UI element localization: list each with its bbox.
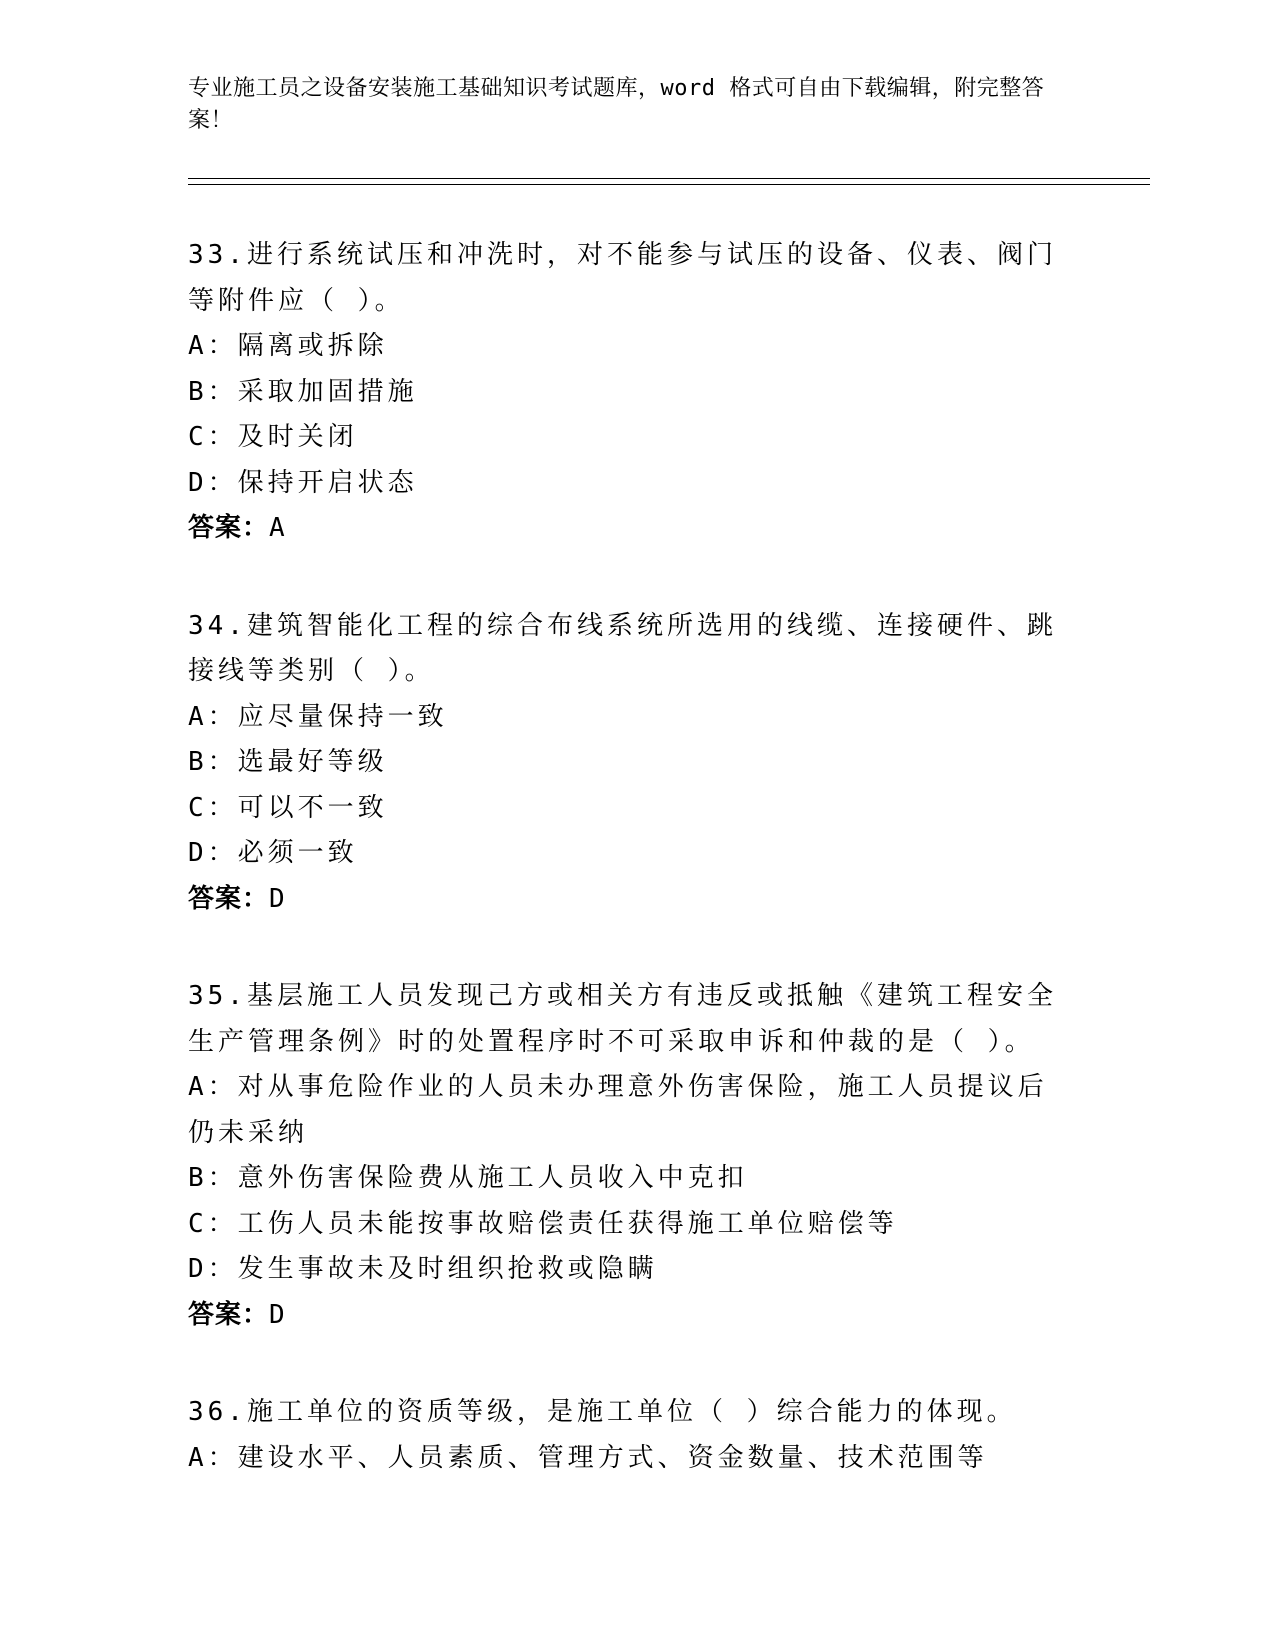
option-c: C：可以不一致 [188, 792, 388, 823]
question-34 [188, 604, 1068, 923]
option-d: D：发生事故未及时组织抢救或隐瞒 [188, 1254, 658, 1284]
option-b: B：采取加固措施 [188, 376, 418, 407]
answer-line [188, 1293, 1068, 1339]
option-d: D：必须一致 [188, 838, 358, 868]
answer-line [188, 506, 1068, 552]
question-list [188, 233, 1068, 1533]
answer-value: D [269, 883, 286, 914]
answer-label: 答案： [188, 1299, 270, 1330]
option-a: A：应尽量保持一致 [188, 701, 448, 732]
option-a: A：对从事危险作业的人员未办理意外伤害保险，施工人员提议后仍未采纳 [188, 1072, 1048, 1148]
option-d: D：保持开启状态 [188, 467, 418, 498]
option-a: A：建设水平、人员素质、管理方式、资金数量、技术范围等 [188, 1442, 988, 1473]
option-b: B：选最好等级 [188, 747, 388, 777]
question-stem: 35.基层施工人员发现己方或相关方有违反或抵触《建筑工程安全生产管理条例》时的处置程序时不可采取申诉和仲裁的是（ ）。 [188, 981, 1057, 1057]
question-33 [188, 233, 1068, 552]
answer-value: A [269, 513, 286, 543]
header-divider-top [188, 178, 1150, 179]
answer-value: D [269, 1299, 286, 1330]
answer-label: 答案： [188, 883, 270, 914]
question-stem: 36.施工单位的资质等级，是施工单位（ ）综合能力的体现。 [188, 1397, 1017, 1427]
document-header: 专业施工员之设备安装施工基础知识考试题库，word 格式可自由下载编辑，附完整答案！ [188, 76, 1045, 133]
question-35 [188, 974, 1068, 1338]
question-stem: 33.进行系统试压和冲洗时，对不能参与试压的设备、仪表、阀门等附件应（ ）。 [188, 240, 1057, 316]
option-b: B：意外伤害保险费从施工人员收入中克扣 [188, 1163, 748, 1193]
question-stem: 34.建筑智能化工程的综合布线系统所选用的线缆、连接硬件、跳接线等类别（ ）。 [188, 610, 1057, 686]
option-c: C：及时关闭 [188, 422, 358, 452]
option-a: A：隔离或拆除 [188, 331, 388, 361]
header-divider-bottom [188, 184, 1150, 185]
question-36 [188, 1390, 1068, 1481]
option-c: C：工伤人员未能按事故赔偿责任获得施工单位赔偿等 [188, 1208, 898, 1239]
answer-line [188, 877, 1068, 923]
answer-label: 答案： [188, 513, 270, 543]
